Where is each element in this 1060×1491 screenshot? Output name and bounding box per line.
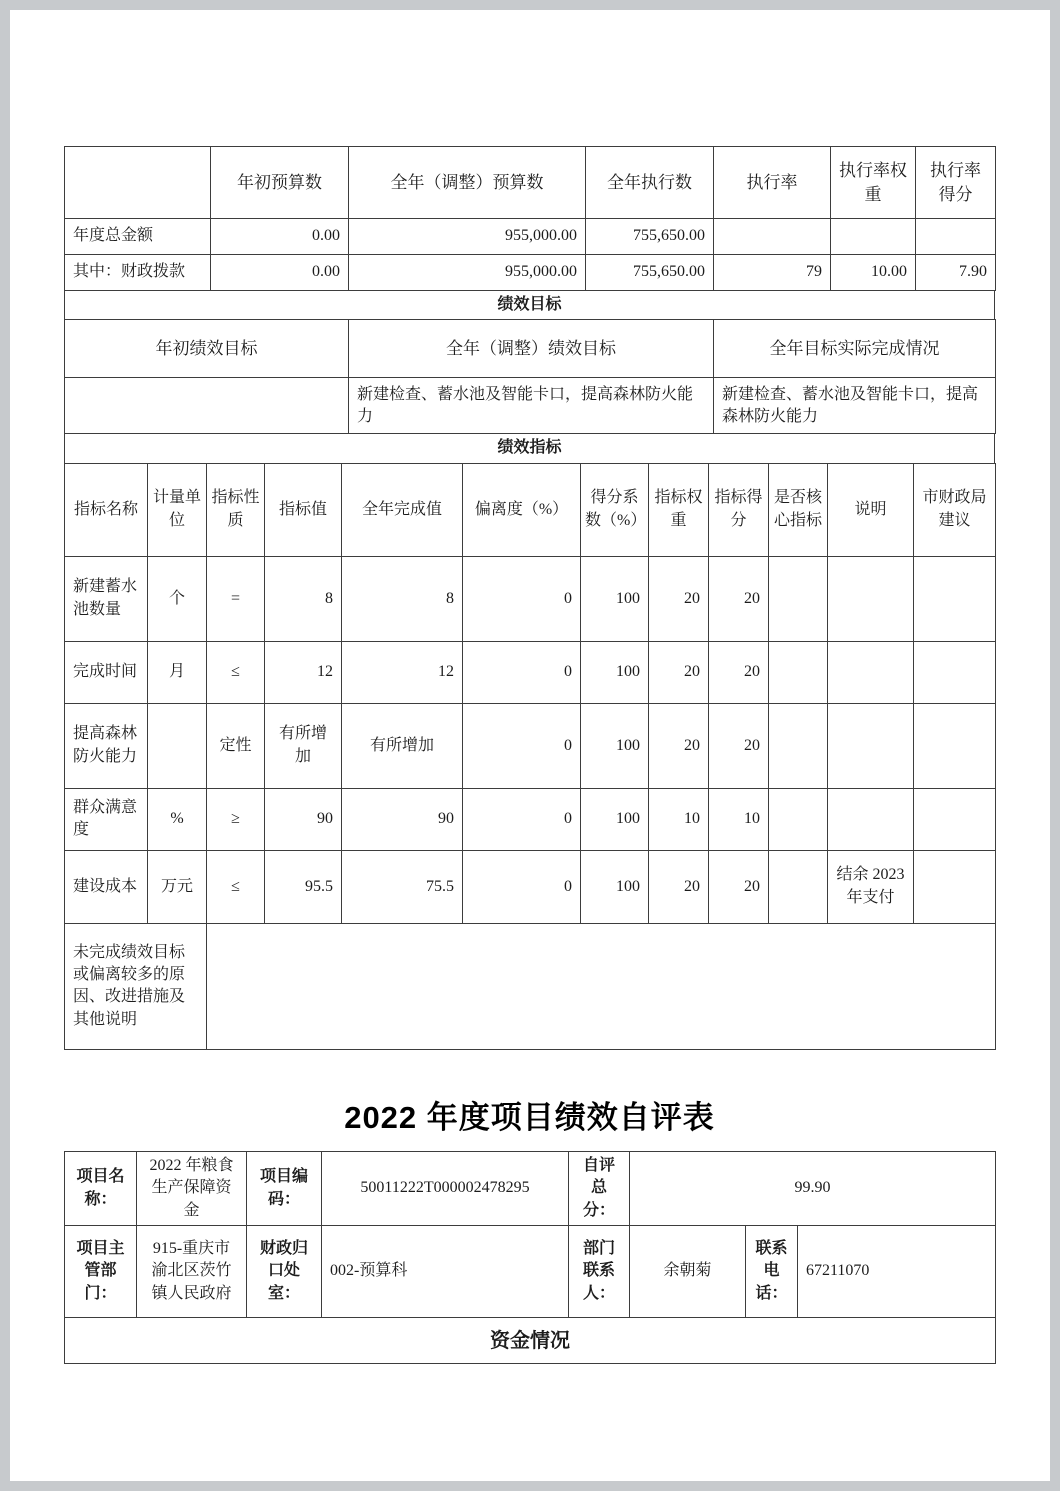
table-cell: 10	[709, 788, 769, 850]
column-header: 全年（调整）绩效目标	[349, 320, 714, 378]
table-cell: 100	[581, 850, 649, 923]
table-cell: 955,000.00	[349, 255, 586, 291]
corner-cell	[65, 147, 211, 219]
funds-band-row	[65, 1318, 996, 1364]
table-cell: ≤	[207, 850, 265, 923]
table-cell: 7.90	[916, 255, 996, 291]
indicators-band	[64, 433, 995, 463]
indicators-header-row	[65, 463, 996, 556]
table-cell	[914, 850, 996, 923]
table-cell: 有所增加	[342, 703, 463, 788]
table-cell: ≤	[207, 641, 265, 703]
project-code-label: 项目编码：	[247, 1152, 322, 1226]
table-cell: 755,650.00	[586, 255, 714, 291]
table-row	[65, 1226, 996, 1318]
column-header: 执行率得分	[916, 147, 996, 219]
table-cell	[828, 703, 914, 788]
table-cell: 0.00	[211, 219, 349, 255]
table-row	[65, 378, 996, 434]
table-cell: 20	[709, 556, 769, 641]
table-cell: 新建检查、蓄水池及智能卡口，提高森林防火能力	[349, 378, 714, 434]
table-cell: 8	[265, 556, 342, 641]
footer-value	[207, 923, 996, 1049]
dept-value: 915-重庆市渝北区茨竹镇人民政府	[137, 1226, 247, 1318]
column-header: 指标名称	[65, 463, 148, 556]
column-header: 执行率	[714, 147, 831, 219]
table-cell	[914, 641, 996, 703]
table-cell	[65, 378, 349, 434]
table-cell: 100	[581, 703, 649, 788]
row-label: 年度总金额	[65, 219, 211, 255]
table-cell: %	[148, 788, 207, 850]
section-header-indicators: 绩效指标	[65, 434, 995, 463]
column-header: 全年目标实际完成情况	[714, 320, 996, 378]
column-header: 说明	[828, 463, 914, 556]
table-cell: 个	[148, 556, 207, 641]
table-cell: 12	[265, 641, 342, 703]
self-eval-section	[64, 1046, 995, 1364]
table-row	[65, 703, 996, 788]
targets-band	[64, 290, 995, 320]
project-name-value: 2022 年粮食生产保障资金	[137, 1152, 247, 1226]
table-row	[65, 923, 996, 1049]
table-cell	[714, 219, 831, 255]
table-cell	[769, 556, 828, 641]
table-cell: 有所增加	[265, 703, 342, 788]
table-cell: 0	[463, 641, 581, 703]
section-header-funds: 资金情况	[65, 1318, 996, 1364]
budget-table	[64, 146, 996, 291]
contact-label: 部门联系人：	[569, 1226, 630, 1318]
table-cell: 0.00	[211, 255, 349, 291]
table-cell	[769, 850, 828, 923]
column-header: 年初绩效目标	[65, 320, 349, 378]
contact-value: 余朝菊	[630, 1226, 746, 1318]
table-row	[65, 788, 996, 850]
table-cell	[769, 788, 828, 850]
table-row	[65, 219, 996, 255]
table-row	[65, 556, 996, 641]
footer-label: 未完成绩效目标或偏离较多的原因、改进措施及其他说明	[65, 923, 207, 1049]
table-cell	[916, 219, 996, 255]
table-cell	[914, 788, 996, 850]
table-cell: 90	[265, 788, 342, 850]
page-title: 2022 年度项目绩效自评表	[344, 1100, 715, 1135]
project-info-table	[64, 1151, 996, 1364]
column-header: 全年执行数	[586, 147, 714, 219]
table-cell: 0	[463, 850, 581, 923]
document-content	[64, 147, 995, 1050]
office-value: 002-预算科	[322, 1226, 569, 1318]
table-cell: 20	[709, 850, 769, 923]
table-cell	[769, 641, 828, 703]
document-page	[10, 10, 1050, 1481]
budget-header-row	[65, 147, 996, 219]
column-header: 指标性质	[207, 463, 265, 556]
column-header: 是否核心指标	[769, 463, 828, 556]
section-header-targets: 绩效目标	[65, 291, 995, 320]
column-header: 指标权重	[649, 463, 709, 556]
column-header: 计量单位	[148, 463, 207, 556]
column-header: 全年完成值	[342, 463, 463, 556]
table-cell: 755,650.00	[586, 219, 714, 255]
table-cell: 20	[649, 850, 709, 923]
table-cell	[769, 703, 828, 788]
table-cell: 10.00	[831, 255, 916, 291]
column-header: 偏离度（%）	[463, 463, 581, 556]
table-row	[65, 641, 996, 703]
table-cell: 90	[342, 788, 463, 850]
table-cell	[914, 703, 996, 788]
column-header: 市财政局建议	[914, 463, 996, 556]
project-name-label: 项目名称：	[65, 1152, 137, 1226]
table-cell: 10	[649, 788, 709, 850]
table-cell: 100	[581, 556, 649, 641]
table-cell: 955,000.00	[349, 219, 586, 255]
table-cell: 月	[148, 641, 207, 703]
note-cell: 结余 2023 年支付	[828, 850, 914, 923]
table-cell: 新建检查、蓄水池及智能卡口，提高森林防火能力	[714, 378, 996, 434]
table-cell: =	[207, 556, 265, 641]
column-header: 指标得分	[709, 463, 769, 556]
table-cell: 20	[709, 641, 769, 703]
row-label: 其中：财政拨款	[65, 255, 211, 291]
table-cell: 100	[581, 788, 649, 850]
table-cell: 定性	[207, 703, 265, 788]
table-cell: 95.5	[265, 850, 342, 923]
column-header: 执行率权重	[831, 147, 916, 219]
indicator-name: 群众满意度	[65, 788, 148, 850]
indicator-name: 完成时间	[65, 641, 148, 703]
table-cell: 0	[463, 788, 581, 850]
table-cell: 8	[342, 556, 463, 641]
table-cell: 100	[581, 641, 649, 703]
table-cell: 75.5	[342, 850, 463, 923]
dept-label: 项目主管部门：	[65, 1226, 137, 1318]
table-row	[65, 850, 996, 923]
column-header: 全年（调整）预算数	[349, 147, 586, 219]
table-cell: ≥	[207, 788, 265, 850]
indicator-name: 建设成本	[65, 850, 148, 923]
column-header: 指标值	[265, 463, 342, 556]
self-score-value: 99.90	[630, 1152, 996, 1226]
table-cell: 0	[463, 703, 581, 788]
office-label: 财政归口处室：	[247, 1226, 322, 1318]
table-cell	[148, 703, 207, 788]
phone-value: 67211070	[798, 1226, 996, 1318]
table-cell	[828, 788, 914, 850]
table-cell: 万元	[148, 850, 207, 923]
indicator-name: 新建蓄水池数量	[65, 556, 148, 641]
table-row	[65, 1152, 996, 1226]
table-cell: 79	[714, 255, 831, 291]
table-cell: 20	[649, 556, 709, 641]
table-cell: 0	[463, 556, 581, 641]
table-cell	[828, 641, 914, 703]
table-cell: 20	[649, 703, 709, 788]
self-score-label: 自评总分：	[569, 1152, 630, 1226]
targets-table	[64, 319, 996, 434]
table-cell	[831, 219, 916, 255]
table-cell: 20	[709, 703, 769, 788]
table-cell	[828, 556, 914, 641]
indicator-name: 提高森林防火能力	[65, 703, 148, 788]
column-header: 得分系数（%）	[581, 463, 649, 556]
table-cell: 20	[649, 641, 709, 703]
project-code-value: 50011222T000002478295	[322, 1152, 569, 1226]
table-cell: 12	[342, 641, 463, 703]
table-cell	[914, 556, 996, 641]
table-row	[65, 255, 996, 291]
phone-label: 联系电话：	[746, 1226, 798, 1318]
targets-header-row	[65, 320, 996, 378]
column-header: 年初预算数	[211, 147, 349, 219]
indicators-table	[64, 463, 996, 1050]
